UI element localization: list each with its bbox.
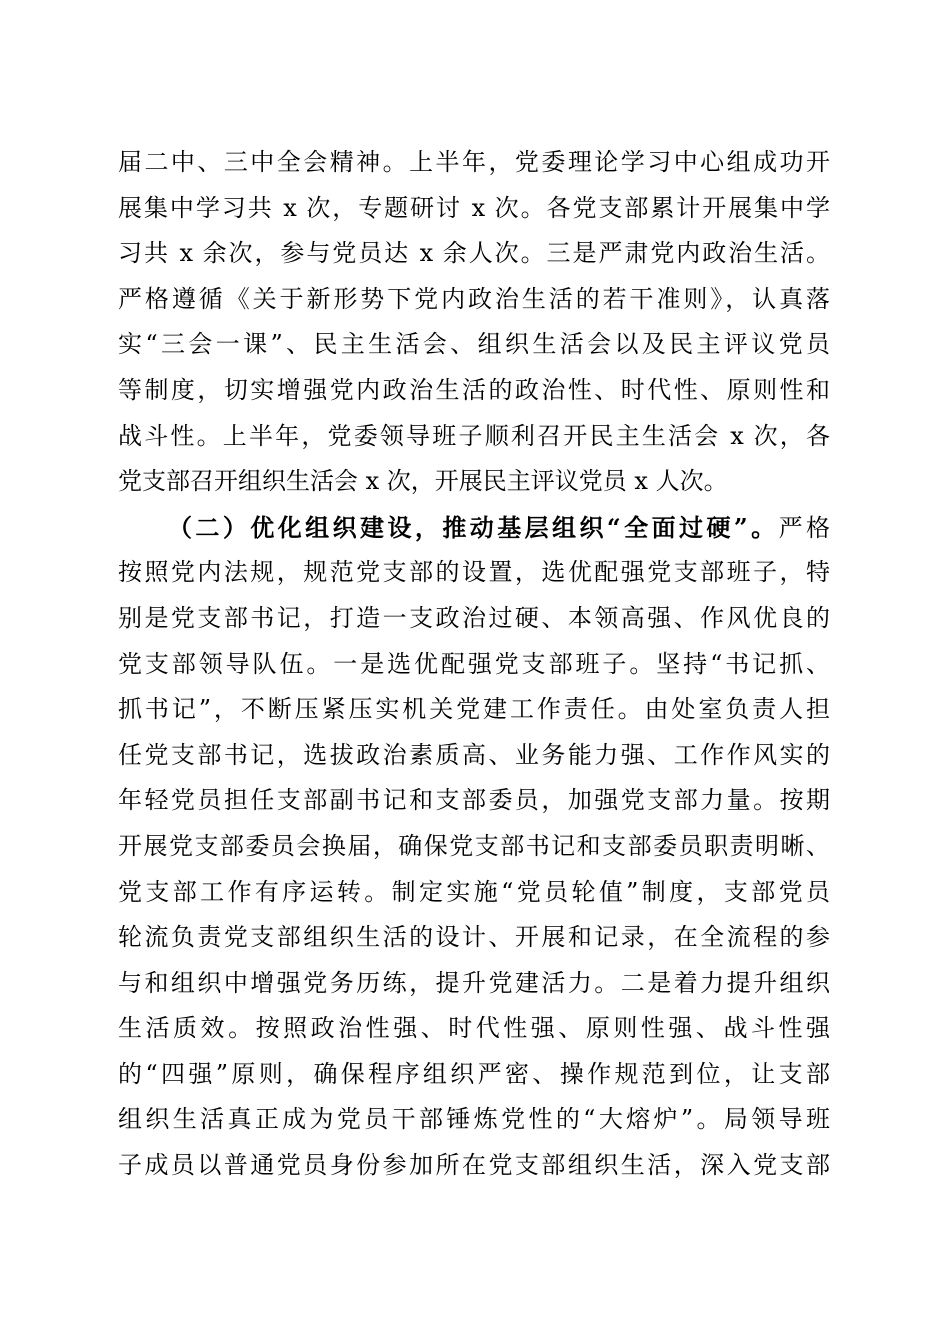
text-line: 子成员以普通党员身份参加所在党支部组织生活，深入党支部	[118, 1151, 830, 1180]
document-page	[118, 140, 830, 1189]
text-line: 党支部领导队伍。一是选优配强党支部班子。坚持“书记抓、	[118, 649, 830, 678]
text-line: 严格遵循《关于新形势下党内政治生活的若干准则》，认真落	[118, 284, 830, 313]
text-line: 党支部工作有序运转。制定实施“党员轮值”制度，支部党员	[118, 877, 830, 906]
text-line: 党支部召开组织生活会 x 次，开展民主评议党员 x 人次。	[118, 467, 728, 496]
text-line: 抓书记”，不断压紧压实机关党建工作责任。由处室负责人担	[118, 695, 830, 724]
section-heading: （二）优化组织建设，推动基层组织“全面过硬”。	[168, 512, 779, 542]
text-line: 任党支部书记，选拔政治素质高、业务能力强、工作作风实的	[118, 740, 830, 769]
paragraph-1	[118, 140, 830, 505]
text-line: 别是党支部书记，打造一支政治过硬、本领高强、作风优良的	[118, 603, 830, 632]
text-line: 届二中、三中全会精神。上半年，党委理论学习中心组成功开	[118, 148, 830, 176]
text-line: 战斗性。上半年，党委领导班子顺利召开民主生活会 x 次，各	[118, 421, 830, 450]
heading-line-rest: 严格	[778, 513, 831, 542]
text-line: 组织生活真正成为党员干部锤炼党性的“大熔炉”。局领导班	[118, 1105, 830, 1134]
text-line: 与和组织中增强党务历练，提升党建活力。二是着力提升组织	[118, 968, 830, 997]
text-line: 轮流负责党支部组织生活的设计、开展和记录，在全流程的参	[118, 923, 830, 952]
text-line: 等制度，切实增强党内政治生活的政治性、时代性、原则性和	[118, 375, 830, 404]
text-line: 开展党支部委员会换届，确保党支部书记和支部委员职责明晰、	[118, 831, 830, 860]
text-line: 的“四强”原则，确保程序组织严密、操作规范到位，让支部	[118, 1059, 830, 1088]
text-line: 实“三会一课”、民主生活会、组织生活会以及民主评议党员	[118, 330, 830, 359]
text-line: 年轻党员担任支部副书记和支部委员，加强党支部力量。按期	[118, 786, 830, 815]
text-line: 展集中学习共 x 次，专题研讨 x 次。各党支部累计开展集中学	[118, 193, 830, 222]
text-line: 生活质效。按照政治性强、时代性强、原则性强、战斗性强	[118, 1014, 830, 1043]
section-heading-line	[118, 505, 830, 551]
text-line: 按照党内法规，规范党支部的设置，选优配强党支部班子，特	[118, 558, 830, 587]
paragraph-2	[118, 505, 830, 1189]
text-line: 习共 x 余次，参与党员达 x 余人次。三是严肃党内政治生活。	[118, 239, 830, 268]
